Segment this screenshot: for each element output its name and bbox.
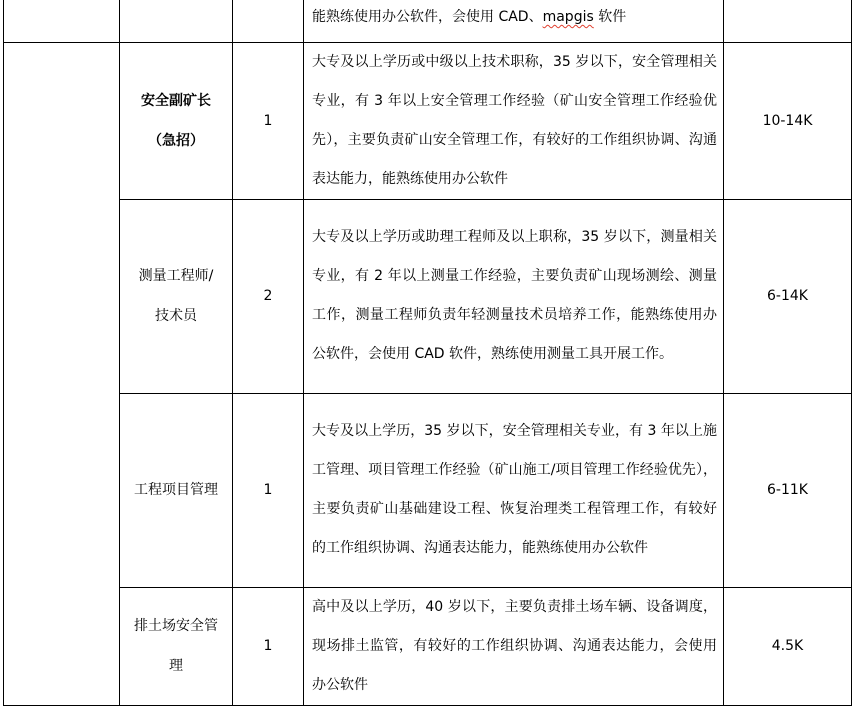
salary-cell: 6-11K: [724, 393, 852, 587]
position-note: （急招）: [148, 132, 204, 149]
job-table: [3, 0, 852, 706]
requirement-cell: [304, 0, 724, 42]
requirement-text-mapgis: mapgis: [542, 9, 594, 25]
salary-cell: 6-14K: [724, 199, 852, 393]
position-name-2: 理: [169, 658, 183, 674]
blank-cell: [4, 42, 120, 705]
position-cell: [120, 42, 233, 199]
salary-cell: [724, 0, 852, 42]
table-row: [4, 199, 852, 393]
position-cell: [120, 393, 233, 587]
requirement-cell: 大专及以上学历或助理工程师及以上职称，35 岁以下，测量相关专业，有 2 年以上测量工作经验，主要负责矿山现场测绘、测量工作，测量工程师负责年轻测量技术员培养工作，能熟练使用办公软件，会使用 CAD 软件，熟练使用测量工具开展工作。: [304, 199, 724, 393]
requirement-cell: 高中及以上学历，40 岁以下，主要负责排土场车辆、设备调度，现场排土监管，有较好的工作组织协调、沟通表达能力，会使用办公软件: [304, 587, 724, 705]
count-cell: 1: [233, 42, 304, 199]
count-cell: 1: [233, 393, 304, 587]
requirement-text-end: 软件: [593, 9, 627, 25]
count-cell: 1: [233, 587, 304, 705]
position-cell: [120, 587, 233, 705]
count-cell: [233, 0, 304, 42]
position-name: 排土场安全管: [134, 618, 218, 634]
salary-cell: 10-14K: [724, 42, 852, 199]
blank-cell: [4, 0, 120, 42]
position-cell: [120, 199, 233, 393]
requirement-text: 能熟练使用办公软件，会使用 CAD、: [312, 9, 543, 25]
position-name: 安全副矿长: [141, 92, 211, 109]
position-name-2: 技术员: [155, 308, 197, 324]
table-row: [4, 393, 852, 587]
position-name: 工程项目管理: [134, 482, 218, 498]
table-row: [4, 42, 852, 199]
requirement-cell: 大专及以上学历，35 岁以下，安全管理相关专业，有 3 年以上施工管理、项目管理工作经验（矿山施工/项目管理工作经验优先），主要负责矿山基础建设工程、恢复治理类工程管理工作，有较好的工作组织协调、沟通表达能力，能熟练使用办公软件: [304, 393, 724, 587]
position-name: 测量工程师/: [138, 268, 214, 284]
table-row: [4, 0, 852, 42]
count-cell: 2: [233, 199, 304, 393]
position-cell: [120, 0, 233, 42]
table-row: [4, 587, 852, 705]
salary-cell: 4.5K: [724, 587, 852, 705]
requirement-cell: 大专及以上学历或中级以上技术职称，35 岁以下，安全管理相关专业，有 3 年以上安全管理工作经验（矿山安全管理工作经验优先），主要负责矿山安全管理工作，有较好的工作组织协调、沟通表达能力，能熟练使用办公软件: [304, 42, 724, 199]
